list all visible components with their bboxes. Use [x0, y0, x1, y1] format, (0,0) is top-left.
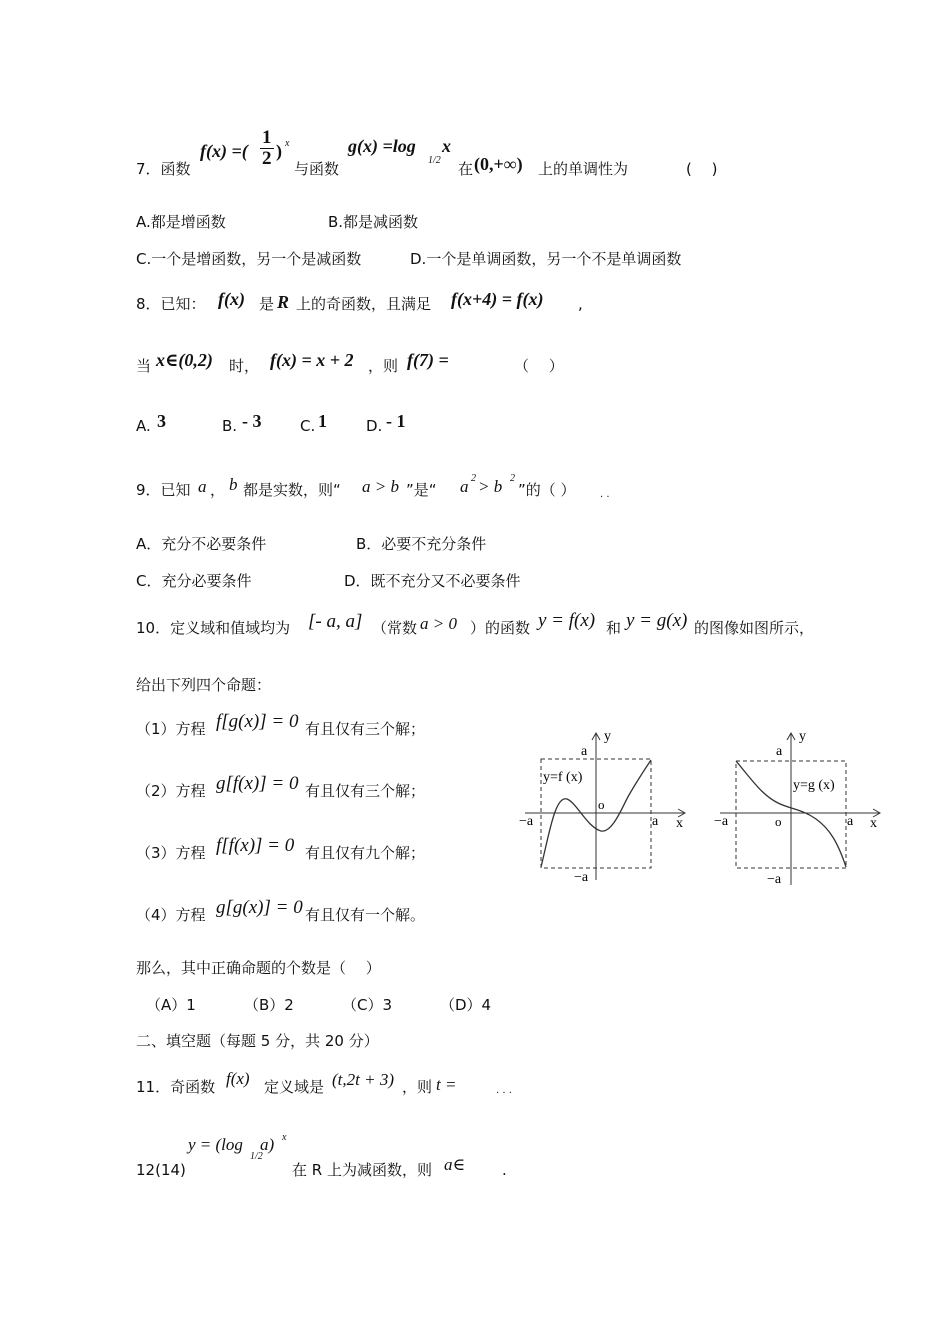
q10-prop-4-eq: g[g(x)] = 0 [216, 897, 303, 918]
q10-prop-1-label: （1）方程 [136, 720, 206, 738]
q7-exponent: x [285, 138, 290, 149]
graph-f-label: y=f (x) [543, 770, 583, 785]
graph-g-pos-a: a [847, 814, 854, 829]
q11-ze: ，则 [402, 1078, 433, 1096]
q8-shi: 时， [229, 357, 260, 375]
q9-comma: ， [210, 481, 226, 499]
q10-number: 10．定义域和值域均为 [136, 619, 291, 637]
q8-option-b-label: B. [222, 417, 238, 435]
q10-cond: a > 0 [420, 614, 457, 633]
graph-g-y-letter: y [799, 729, 806, 744]
graph-f-top-a: a [581, 744, 588, 759]
q8-option-d-label: D. [366, 417, 383, 435]
q9-cond1: a > b [362, 477, 399, 496]
q12-tail: 在 R 上为减函数，则 [292, 1161, 432, 1179]
q12-base: 1/2 [250, 1151, 263, 1162]
q9-sup-a: 2 [471, 473, 476, 484]
q11-t: t = [436, 1075, 457, 1094]
q7-g-var: x [442, 136, 451, 156]
q11-fx: f(x) [226, 1069, 250, 1088]
graph-g-label: y=g (x) [793, 778, 835, 793]
q11-def: 定义域是 [264, 1078, 325, 1096]
q9-b: b [229, 475, 238, 494]
q10-prop-1-eq: f[g(x)] = 0 [216, 711, 299, 732]
q7-connector: 与函数 [294, 160, 340, 178]
section-2-heading: 二、填空题（每题 5 分，共 20 分） [136, 1032, 379, 1050]
q8-option-d-value: - 1 [386, 411, 406, 431]
graph-g-x-letter: x [870, 816, 877, 831]
q7-option-d: D.一个是单调函数，另一个不是单调函数 [410, 250, 682, 268]
q8-domain: x∈(0,2) [156, 350, 213, 370]
q7-number: 7．函数 [136, 160, 191, 178]
q8-option-a-label: A. [136, 417, 151, 435]
q12-number: 12(14) [136, 1161, 186, 1179]
q10-interval: [- a, a] [308, 611, 363, 632]
q11-interval: (t,2t + 3) [332, 1070, 394, 1089]
q10-prop-2-label: （2）方程 [136, 782, 206, 800]
graph-g-top-a: a [776, 744, 783, 759]
q8-option-c-value: 1 [318, 411, 327, 431]
q8-ask: f(7) = [407, 350, 449, 370]
q10-option-b: （B）2 [244, 996, 294, 1014]
q10-option-c: （C）3 [342, 996, 393, 1014]
q8-odd: 上的奇函数，且满足 [296, 295, 432, 313]
q7-frac-den: 2 [262, 148, 272, 169]
q8-paren: （ ） [514, 357, 564, 375]
q10-g: y = g(x) [626, 610, 688, 631]
q8-option-a-value: 3 [157, 411, 166, 431]
q9-real: 都是实数，则“ [243, 481, 341, 499]
graph-f-pos-a: a [652, 814, 659, 829]
q10-prop-3-eq: f[f(x)] = 0 [216, 835, 295, 856]
q8-when: 当 [136, 357, 152, 375]
graph-g [712, 725, 892, 890]
graph-f [515, 725, 695, 890]
q10-prop-2-eq: g[f(x)] = 0 [216, 773, 299, 794]
q9-sup-b: 2 [510, 473, 515, 484]
q7-g-expr: g(x) =log [348, 136, 416, 156]
q8-ze: ，则 [368, 357, 399, 375]
q10-he: 和 [606, 619, 622, 637]
q11-number: 11．奇函数 [136, 1078, 216, 1096]
q7-paren: ( ) [686, 160, 718, 178]
q10-prop-3-tail: 有且仅有九个解； [305, 844, 426, 862]
q10-tail: 的图像如图所示， [694, 619, 815, 637]
q7-option-b: B.都是减函数 [328, 213, 419, 231]
q10-prop-4-label: （4）方程 [136, 906, 206, 924]
graph-f-y-letter: y [604, 729, 611, 744]
q7-log-base: 1/2 [428, 155, 441, 166]
q9-is: ”是“ [406, 481, 437, 499]
q8-R: R [277, 292, 290, 312]
q7-interval: (0,+∞) [474, 154, 523, 174]
q12-expr2: a) [260, 1135, 275, 1154]
q10-f: y = f(x) [538, 610, 596, 631]
q9-option-d: D．既不充分又不必要条件 [344, 572, 521, 590]
q7-option-c: C.一个是增函数，另一个是减函数 [136, 250, 362, 268]
q9-cond2-b: > b [478, 477, 503, 496]
q8-def: f(x) = x + 2 [270, 350, 354, 370]
q8-is: 是 [259, 295, 275, 313]
q12-expr: y = (log [188, 1135, 243, 1154]
graph-f-origin: o [598, 797, 605, 812]
q12-exp: x [282, 1132, 287, 1143]
q7-fraction [260, 128, 274, 169]
q10-const: （常数 [372, 619, 418, 637]
q8-option-c-label: C. [300, 417, 316, 435]
graph-g-origin: o [775, 814, 782, 829]
graph-f-neg-a: −a [519, 814, 534, 829]
q10-intro: 给出下列四个命题： [136, 676, 272, 694]
q11-dots: . . . [496, 1085, 512, 1096]
graph-g-bot-a: −a [767, 872, 782, 887]
q8-number: 8．已知： [136, 295, 206, 313]
q9-number: 9．已知 [136, 481, 191, 499]
q10-option-d: （D）4 [440, 996, 492, 1014]
q10-question: 那么，其中正确命题的个数是（ ） [136, 959, 381, 977]
q9-option-c: C．充分必要条件 [136, 572, 252, 590]
q9-a: a [198, 477, 207, 496]
q10-prop-3-label: （3）方程 [136, 844, 206, 862]
q8-fx: f(x) [218, 289, 245, 309]
q7-f-rhs: ) [276, 141, 282, 161]
q7-frac-num: 1 [262, 127, 272, 148]
q8-period: f(x+4) = f(x) [451, 289, 544, 309]
q9-end: ”的（ ） [518, 481, 576, 499]
q10-prop-2-tail: 有且仅有三个解； [305, 782, 426, 800]
q10-prop-4-tail: 有且仅有一个解。 [305, 906, 426, 924]
q12-end: . [502, 1161, 507, 1179]
q10-rest: ）的函数 [470, 619, 531, 637]
q7-tail: 上的单调性为 [538, 160, 629, 178]
q7-f-lhs: f(x) =( [200, 141, 248, 161]
q9-dots: . . [600, 489, 610, 500]
q7-zai: 在 [458, 160, 474, 178]
q9-option-b: B．必要不充分条件 [356, 535, 487, 553]
q8-comma: , [578, 295, 583, 313]
graph-g-neg-a: −a [714, 814, 729, 829]
q9-cond2-a: a [460, 477, 469, 496]
q12-a-in: a∈ [444, 1155, 466, 1174]
q7-option-a: A.都是增函数 [136, 213, 226, 231]
q10-option-a: （A）1 [146, 996, 196, 1014]
q8-option-b-value: - 3 [242, 411, 262, 431]
q10-prop-1-tail: 有且仅有三个解； [305, 720, 426, 738]
graph-f-x-letter: x [676, 816, 683, 831]
q9-option-a: A．充分不必要条件 [136, 535, 267, 553]
graph-f-bot-a: −a [574, 870, 589, 885]
